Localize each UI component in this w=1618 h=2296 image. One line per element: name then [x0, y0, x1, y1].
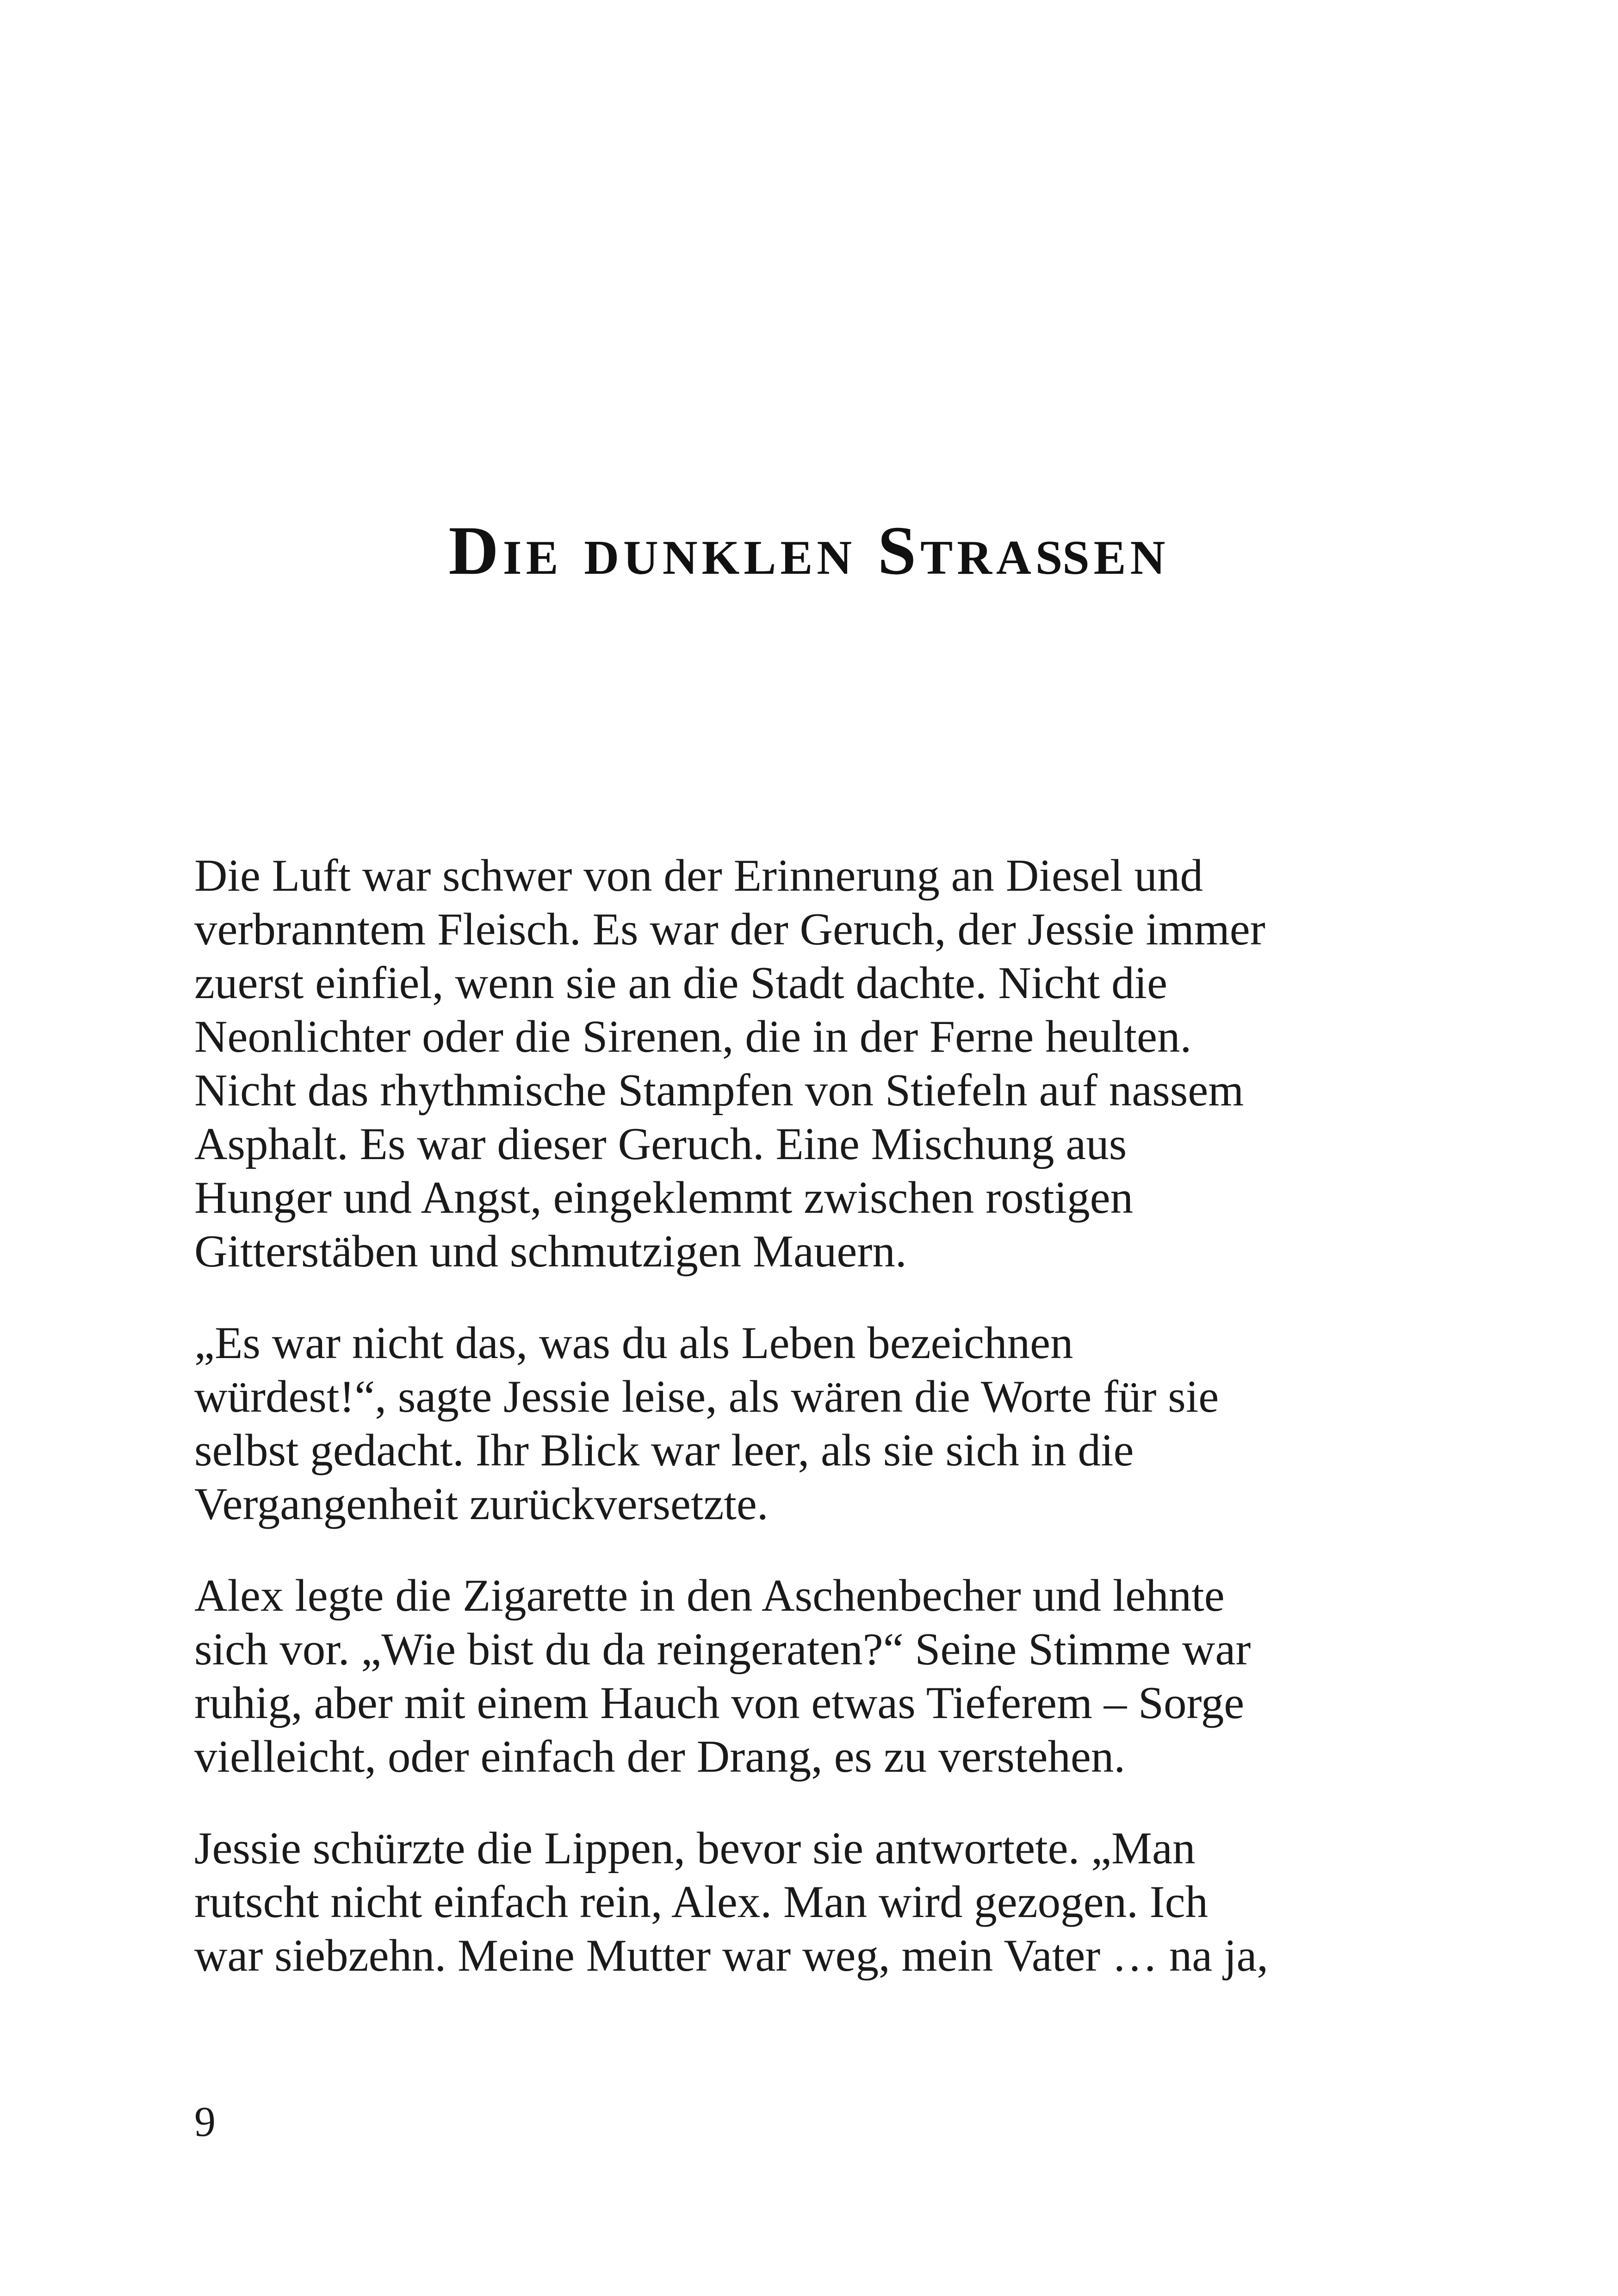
paragraph-1	[194, 849, 1416, 1278]
text-line: „Es war nicht das, was du als Leben bezeichnen	[194, 1318, 1073, 1368]
text-line: Hunger und Angst, eingeklemmt zwischen rostigen	[194, 1173, 1134, 1223]
text-line: zuerst einfiel, wenn sie an die Stadt dachte. Nicht die	[194, 958, 1168, 1008]
paragraph-3	[194, 1569, 1416, 1784]
text-line: ruhig, aber mit einem Hauch von etwas Tieferem – Sorge	[194, 1678, 1245, 1728]
text-line: Neonlichter oder die Sirenen, die in der Ferne heulten.	[194, 1011, 1192, 1062]
text-line: Vergangenheit zurückversetzte.	[194, 1479, 769, 1529]
chapter-body	[194, 849, 1416, 2021]
text-line: Die Luft war schwer von der Erinnerung an Diesel und	[194, 850, 1203, 901]
text-line: Jessie schürzte die Lippen, bevor sie antwortete. „Man	[194, 1823, 1196, 1874]
text-line: Nicht das rhythmische Stampfen von Stiefeln auf nassem	[194, 1065, 1244, 1116]
paragraph-4	[194, 1822, 1416, 1983]
text-line: Asphalt. Es war dieser Geruch. Eine Mischung aus	[194, 1119, 1127, 1169]
chapter-title: Die dunklen Straßen	[448, 512, 1170, 589]
text-line: sich vor. „Wie bist du da reingeraten?“ Seine Stimme war	[194, 1624, 1251, 1675]
text-line: würdest!“, sagte Jessie leise, als wären die Worte für sie	[194, 1371, 1219, 1422]
page-number: 9	[194, 2098, 216, 2145]
text-line: selbst gedacht. Ihr Blick war leer, als sie sich in die	[194, 1425, 1134, 1476]
text-line: Alex legte die Zigarette in den Aschenbecher und lehnte	[194, 1570, 1225, 1621]
text-line: vielleicht, oder einfach der Drang, es zu verstehen.	[194, 1731, 1126, 1782]
text-line: verbranntem Fleisch. Es war der Geruch, der Jessie immer	[194, 904, 1265, 955]
text-line: Gitterstäben und schmutzigen Mauern.	[194, 1226, 907, 1277]
paragraph-2	[194, 1316, 1416, 1531]
text-line: rutscht nicht einfach rein, Alex. Man wird gezogen. Ich	[194, 1877, 1209, 1927]
text-line: war siebzehn. Meine Mutter war weg, mein Vater … na ja,	[194, 1930, 1269, 1981]
